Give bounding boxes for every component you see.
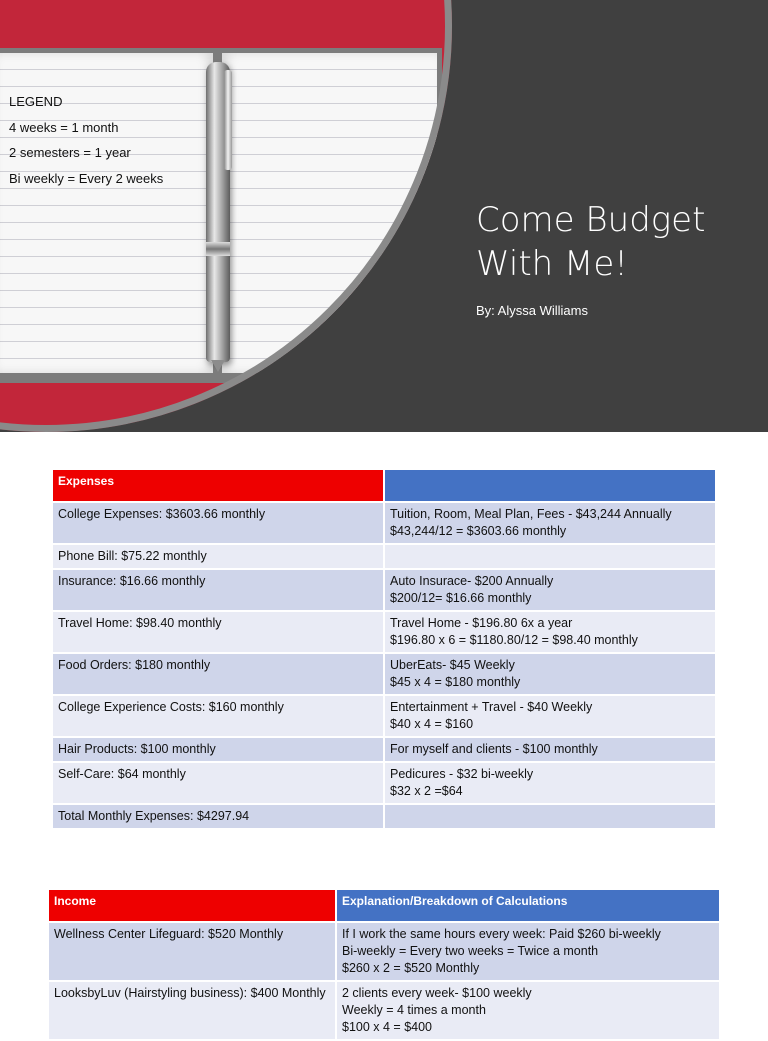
pen-band	[206, 242, 230, 256]
expense-item: College Expenses: $3603.66 monthly	[53, 503, 383, 543]
total-expenses: Total Monthly Expenses: $4297.94	[53, 805, 383, 828]
expenses-table	[51, 468, 717, 830]
detail-line: Travel Home - $196.80 6x a year	[390, 616, 573, 630]
table-row	[53, 738, 715, 761]
table-row	[53, 763, 715, 803]
expense-detail	[385, 545, 715, 568]
detail-line: $43,244/12 = $3603.66 monthly	[390, 524, 567, 538]
table-row	[53, 654, 715, 694]
expense-detail	[385, 763, 715, 803]
income-header: Income	[49, 890, 335, 921]
detail-line: 2 clients every week- $100 weekly	[342, 986, 532, 1000]
income-table	[47, 888, 721, 1041]
title-line: Come Budget	[476, 200, 706, 240]
legend-item: 4 weeks = 1 month	[9, 119, 119, 135]
detail-line: $40 x 4 = $160	[390, 717, 474, 731]
detail-line: Auto Insurace- $200 Annually	[390, 574, 554, 588]
detail-line: $32 x 2 =$64	[390, 784, 463, 798]
title-slide	[0, 0, 768, 432]
legend	[9, 94, 163, 196]
expense-item: Travel Home: $98.40 monthly	[53, 612, 383, 652]
income-detail	[337, 982, 719, 1039]
detail-line: Pedicures - $32 bi-weekly	[390, 767, 534, 781]
author-byline: By: Alyssa Williams	[476, 303, 588, 318]
detail-line: $100 x 4 = $400	[342, 1020, 433, 1034]
expense-item: Hair Products: $100 monthly	[53, 738, 383, 761]
income-item: Wellness Center Lifeguard: $520 Monthly	[49, 923, 335, 980]
table-row	[53, 612, 715, 652]
pen-clip	[224, 70, 232, 170]
income-item: LooksbyLuv (Hairstyling business): $400 Monthly	[49, 982, 335, 1039]
table-header-row	[49, 890, 719, 921]
slide-title	[476, 198, 746, 286]
table-row	[53, 570, 715, 610]
table-row	[53, 503, 715, 543]
expense-item: Insurance: $16.66 monthly	[53, 570, 383, 610]
income-detail	[337, 923, 719, 980]
detail-line: If I work the same hours every week: Paid $260 bi-weekly	[342, 927, 661, 941]
title-line: With Me!	[476, 244, 628, 284]
notebook-photo	[0, 0, 452, 432]
detail-line: Entertainment + Travel - $40 Weekly	[390, 700, 593, 714]
detail-line: Weekly = 4 times a month	[342, 1003, 486, 1017]
detail-line: Tuition, Room, Meal Plan, Fees - $43,244 Annually	[390, 507, 672, 521]
detail-line: Bi-weekly = Every two weeks = Twice a month	[342, 944, 599, 958]
expense-item: Self-Care: $64 monthly	[53, 763, 383, 803]
table-header-row	[53, 470, 715, 501]
expense-detail	[385, 805, 715, 828]
table-row	[49, 923, 719, 980]
expense-detail	[385, 570, 715, 610]
expense-item: Food Orders: $180 monthly	[53, 654, 383, 694]
expense-item: College Experience Costs: $160 monthly	[53, 696, 383, 736]
expense-detail	[385, 503, 715, 543]
detail-line: $260 x 2 = $520 Monthly	[342, 961, 480, 975]
notebook-right-page	[222, 53, 437, 373]
table-row-total	[53, 805, 715, 828]
detail-line: $200/12= $16.66 monthly	[390, 591, 532, 605]
legend-item: Bi weekly = Every 2 weeks	[9, 170, 164, 186]
expense-detail	[385, 654, 715, 694]
expense-detail	[385, 696, 715, 736]
expenses-header: Expenses	[53, 470, 383, 501]
table-row	[49, 982, 719, 1039]
table-row	[53, 696, 715, 736]
expense-item: Phone Bill: $75.22 monthly	[53, 545, 383, 568]
expenses-header-blank	[385, 470, 715, 501]
detail-line: UberEats- $45 Weekly	[390, 658, 515, 672]
legend-heading: LEGEND	[9, 94, 63, 109]
explanation-header: Explanation/Breakdown of Calculations	[337, 890, 719, 921]
legend-item: 2 semesters = 1 year	[9, 145, 131, 160]
detail-line: $196.80 x 6 = $1180.80/12 = $98.40 monthly	[390, 633, 638, 647]
detail-line: For myself and clients - $100 monthly	[390, 742, 598, 756]
detail-line: $45 x 4 = $180 monthly	[390, 675, 521, 689]
table-row	[53, 545, 715, 568]
expense-detail	[385, 612, 715, 652]
expense-detail	[385, 738, 715, 761]
